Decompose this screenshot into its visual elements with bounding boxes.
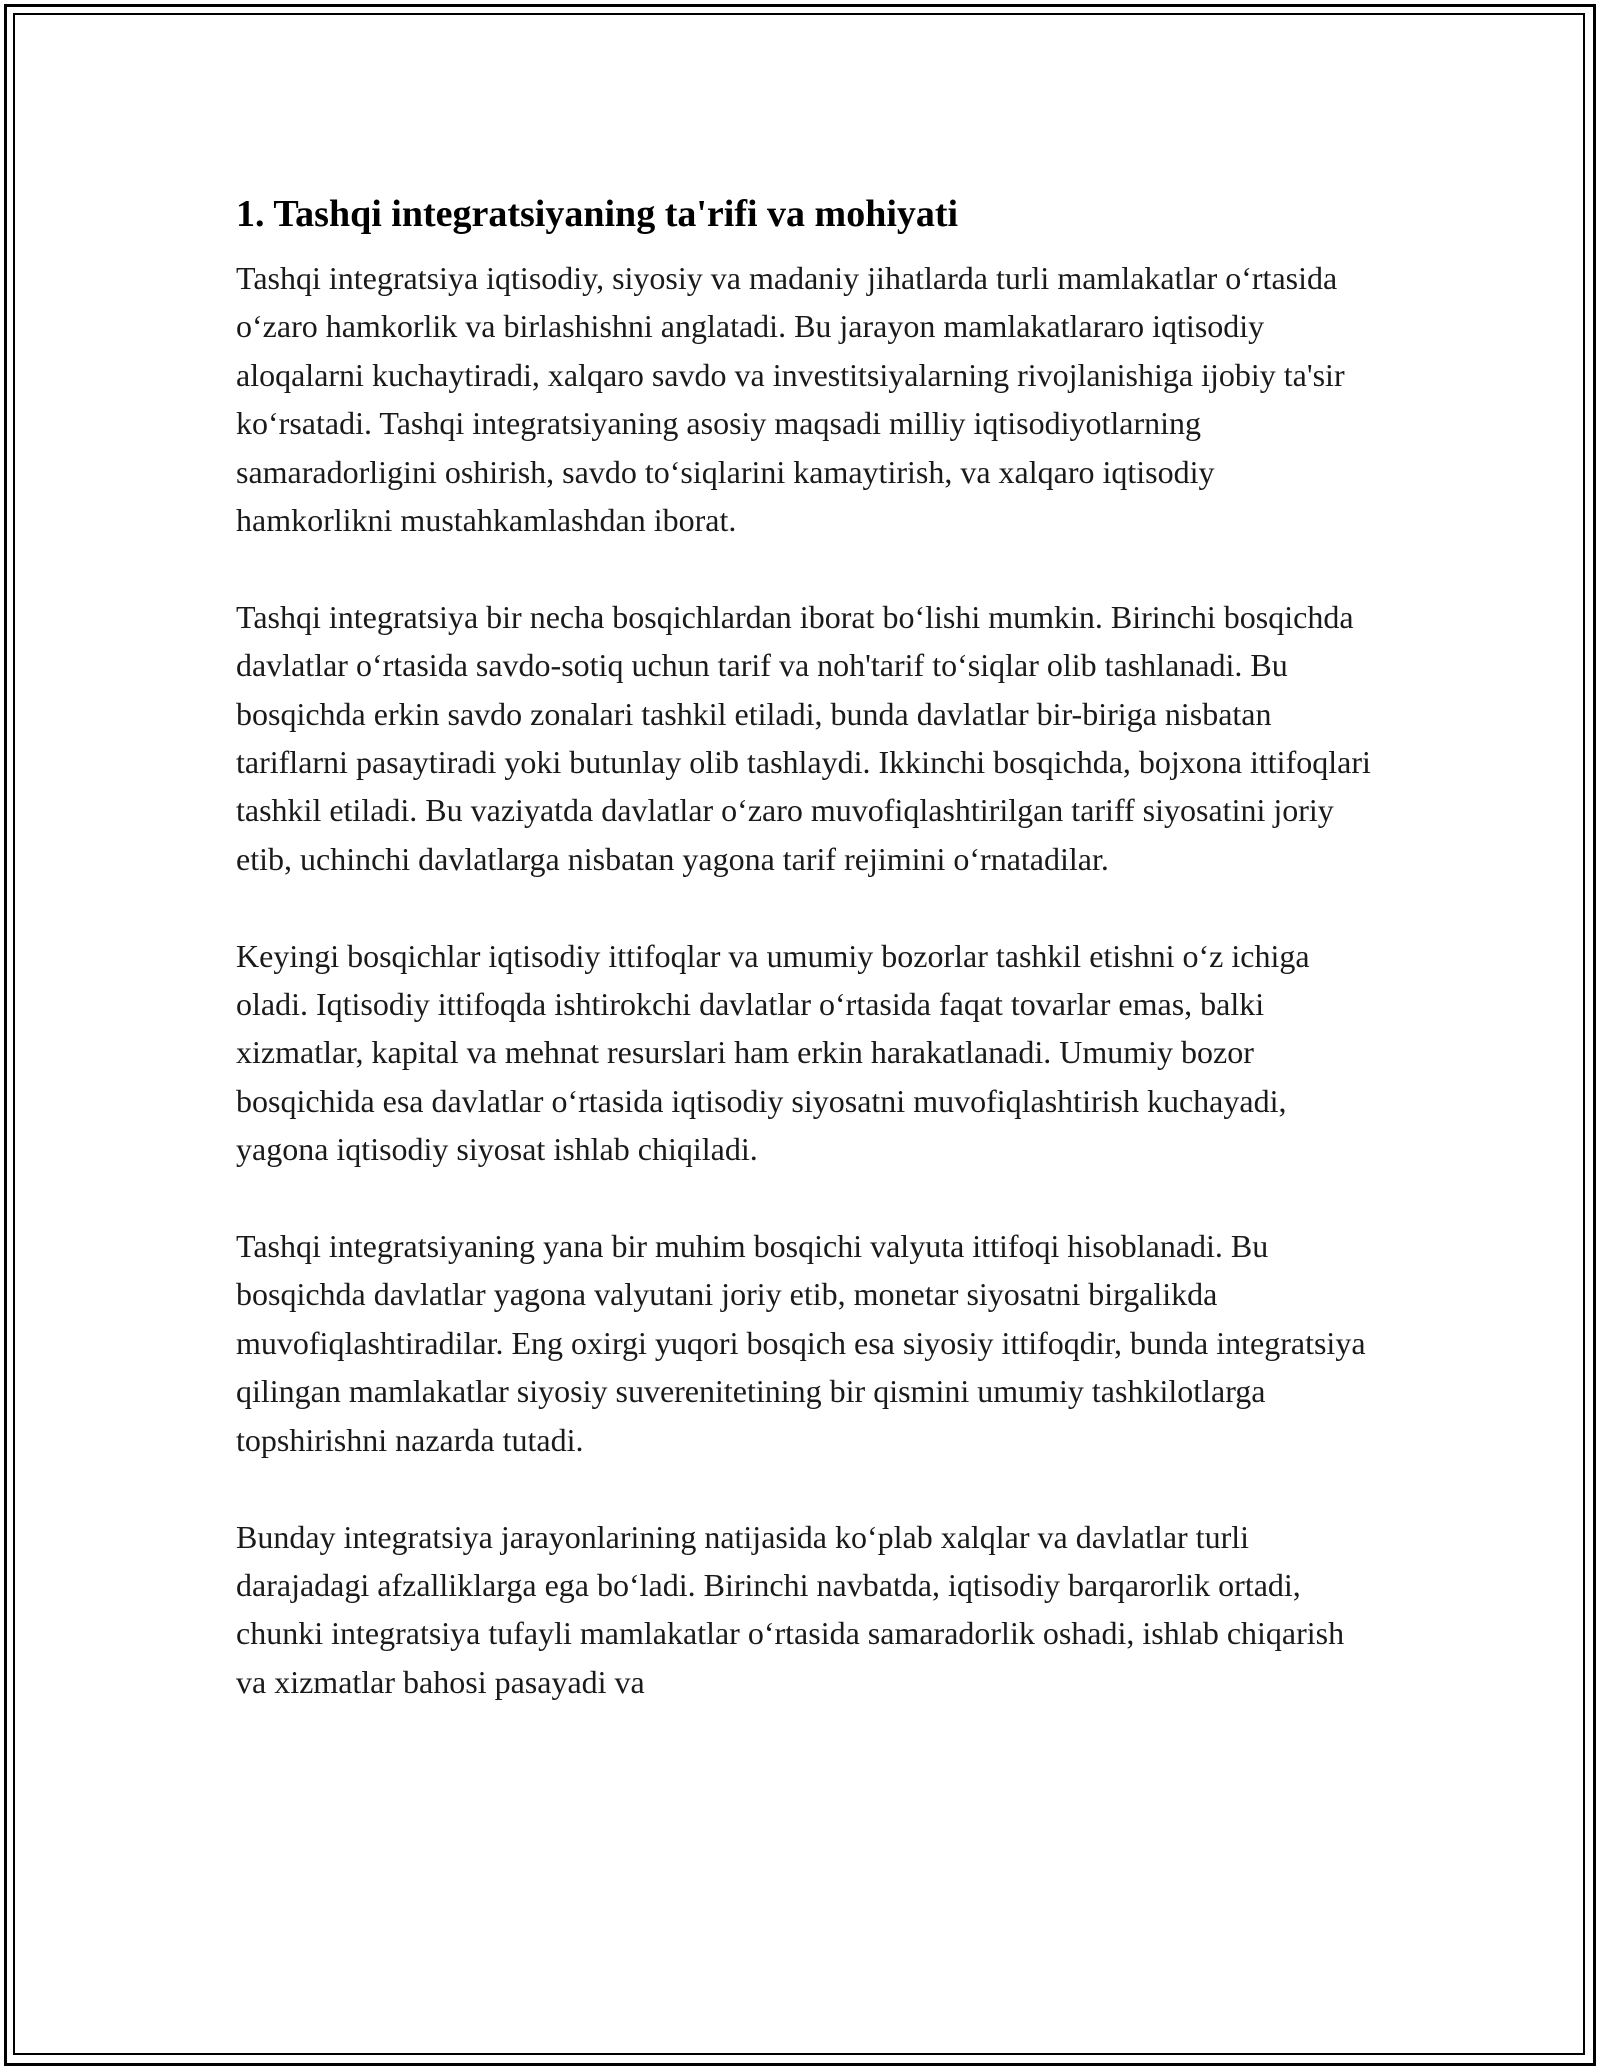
document-body <box>236 186 1376 1755</box>
paragraph-definition: Tashqi integratsiya iqtisodiy, siyosiy va madaniy jihatlarda turli mamlakatlar o‘rtasida o‘zaro hamkorlik va birlashishni anglatadi. Bu jarayon mamlakatlararo iqtisodiy aloqalarni kuchaytiradi, xalqaro savdo va investitsiyalarning rivojlanishiga ijobiy ta'sir ko‘rsatadi. Tashqi integratsiyaning asosiy maqsadi milliy iqtisodiyotlarning samaradorligini oshirish, savdo to‘siqlarini kamaytirish, va xalqaro iqtisodiy hamkorlikni mustahkamlashdan iborat. <box>236 260 1345 539</box>
paragraph-currency-union: Tashqi integratsiyaning yana bir muhim bosqichi valyuta ittifoqi hisoblanadi. Bu bosqichda davlatlar yagona valyutani joriy etib, monetar siyosatni birgalikda muvofiqlashtiradilar. Eng oxirgi yuqori bosqich esa siyosiy ittifoqdir, bunda integratsiya qilingan mamlakatlar siyosiy suverenitetining bir qismini umumiy tashkilotlarga topshirishni nazarda tutadi. <box>236 1228 1366 1458</box>
paragraph-stages: Tashqi integratsiya bir necha bosqichlardan iborat bo‘lishi mumkin. Birinchi bosqichda davlatlar o‘rtasida savdo-sotiq uchun tarif va noh'tarif to‘siqlar olib tashlanadi. Bu bosqichda erkin savdo zonalari tashkil etiladi, bunda davlatlar bir-biriga nisbatan tariflarni pasaytiradi yoki butunlay olib tashlaydi. Ikkinchi bosqichda, bojxona ittifoqlari tashkil etiladi. Bu vaziyatda davlatlar o‘zaro muvofiqlashtirilgan tariff siyosatini joriy etib, uchinchi davlatlarga nisbatan yagona tarif rejimini o‘rnatadilar. <box>236 598 1371 877</box>
paragraph-benefits: Bunday integratsiya jarayonlarining natijasida ko‘plab xalqlar va davlatlar turli darajadagi afzalliklarga ega bo‘ladi. Birinchi navbatda, iqtisodiy barqarorlik ortadi, chunki integratsiya tufayli mamlakatlar o‘rtasida samaradorlik oshadi, ishlab chiqarish va xizmatlar bahosi pasayadi va <box>236 1518 1345 1700</box>
section-heading: 1. Tashqi integratsiyaning ta'rifi va mohiyati <box>236 193 959 235</box>
paragraph-economic-union: Keyingi bosqichlar iqtisodiy ittifoqlar va umumiy bozorlar tashkil etishni o‘z ichiga oladi. Iqtisodiy ittifoqda ishtirokchi davlatlar o‘rtasida faqat tovarlar emas, balki xizmatlar, kapital va mehnat resurslari ham erkin harakatlanadi. Umumiy bozor bosqichida esa davlatlar o‘rtasida iqtisodiy siyosatni muvofiqlashtirish kuchayadi, yagona iqtisodiy siyosat ishlab chiqiladi. <box>236 937 1310 1168</box>
